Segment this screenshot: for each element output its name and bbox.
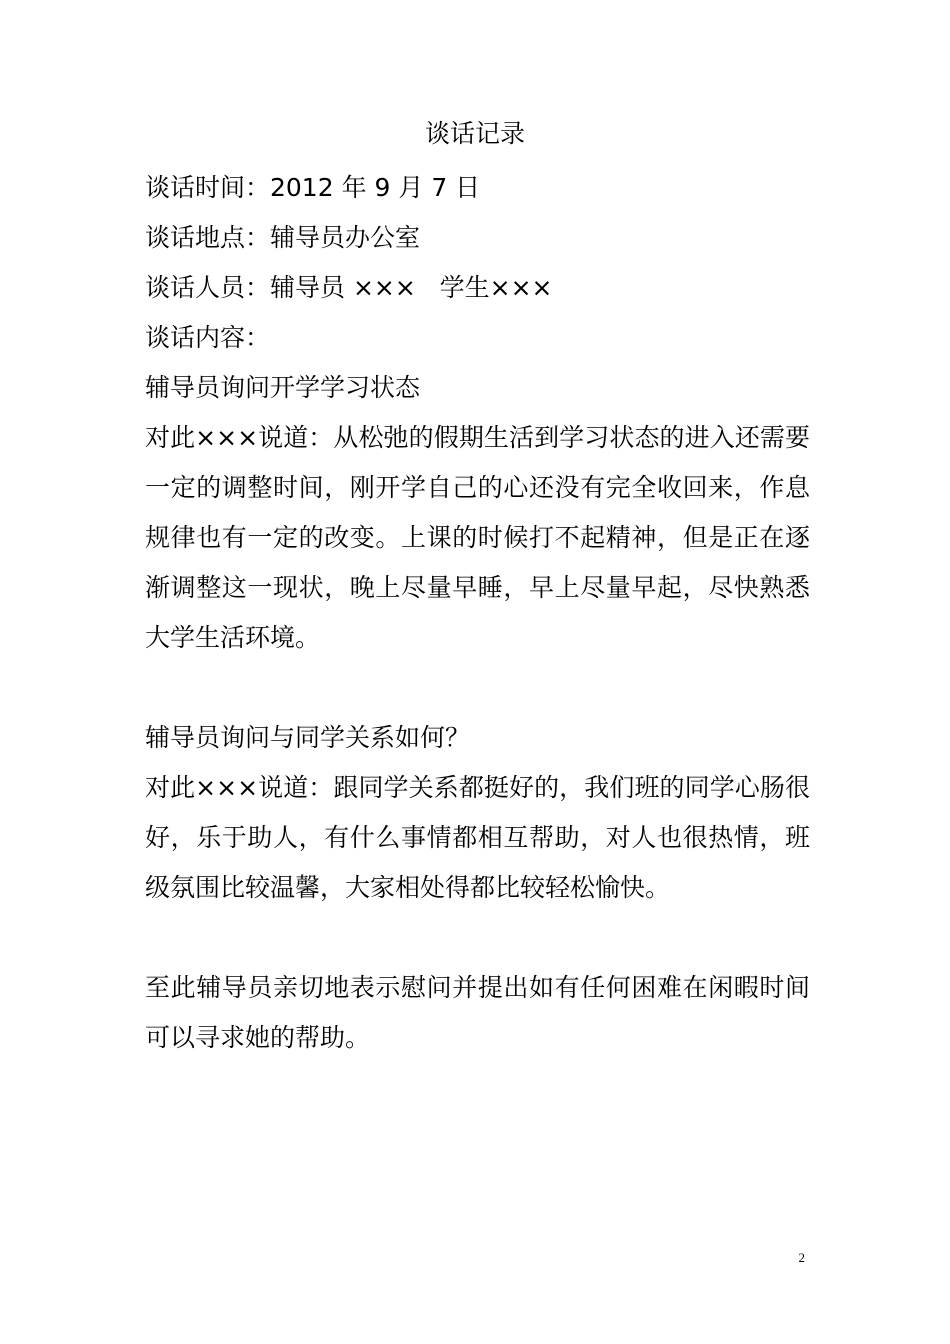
talk-time: 谈话时间：2012 年 9 月 7 日	[145, 173, 481, 202]
question-study-status: 辅导员询问开学学习状态	[145, 373, 421, 402]
paragraph-gap	[145, 663, 810, 713]
talk-participants: 谈话人员：辅导员 ××× 学生×××	[145, 273, 553, 302]
answer-study-status: 对此×××说道：从松弛的假期生活到学习状态的进入还需要一定的调整时间，刚开学自己的心还没有完全收回来，作息规律也有一定的改变。上课的时候打不起精神，但是正在逐渐调整这一现状，晚上尽量早睡，早上尽量早起，尽快熟悉大学生活环境。	[145, 423, 810, 652]
closing-remark: 至此辅导员亲切地表示慰问并提出如有任何困难在闲暇时间可以寻求她的帮助。	[145, 973, 810, 1052]
talk-location: 谈话地点：辅导员办公室	[145, 223, 421, 252]
answer-classmates: 对此×××说道：跟同学关系都挺好的，我们班的同学心肠很好，乐于助人，有什么事情都相互帮助，对人也很热情，班级氛围比较温馨，大家相处得都比较轻松愉快。	[145, 773, 810, 902]
page-number: 2	[798, 1250, 805, 1265]
talk-content-label: 谈话内容：	[145, 323, 271, 352]
document-title: 谈话记录	[424, 119, 525, 148]
document-body	[145, 163, 810, 1063]
question-classmates: 辅导员询问与同学关系如何？	[145, 723, 471, 752]
paragraph-gap	[145, 913, 810, 963]
